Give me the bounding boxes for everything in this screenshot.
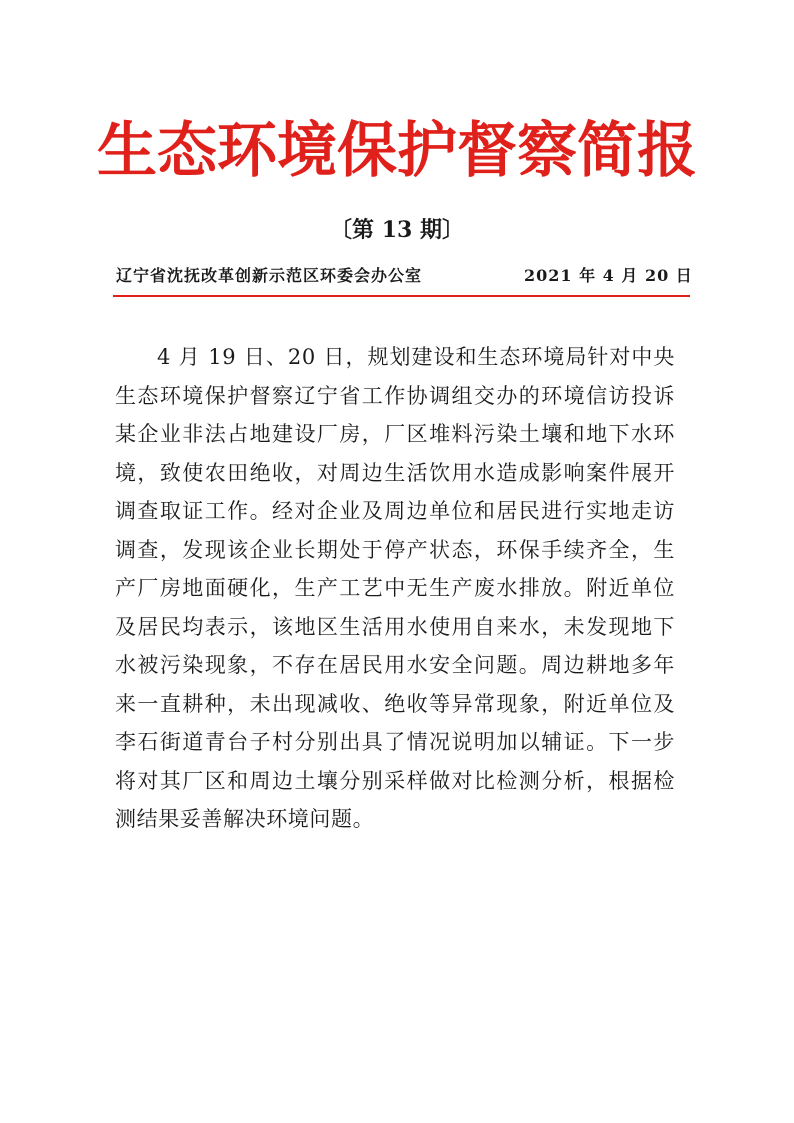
issuing-office: 辽宁省沈抚改革创新示范区环委会办公室	[116, 266, 423, 285]
body-paragraph: 4 月 19 日、20 日，规划建设和生态环境局针对中央生态环境保护督察辽宁省工作协调组交办的环境信访投诉某企业非法占地建设厂房，厂区堆料污染土壤和地下水环境，致使农田绝收，对周边生活饮用水造成影响案件展开调查取证工作。经对企业及周边单位和居民进行实地走访调查，发现该企业长期处于停产状态，环保手续齐全，生产厂房地面硬化，生产工艺中无生产废水排放。附近单位及居民均表示，该地区生活用水使用自来水，未发现地下水被污染现象，不存在居民用水安全问题。周边耕地多年来一直耕种，未出现减收、绝收等异常现象，附近单位及李石街道青台子村分别出具了情况说明加以辅证。下一步将对其厂区和周边土壤分别采样做对比检测分析，根据检测结果妥善解决环境问题。	[115, 345, 675, 831]
issue-date: 2021 年 4 月 20 日	[524, 266, 693, 285]
issue-number: 〔第 13 期〕	[330, 217, 464, 243]
header-divider	[113, 295, 690, 297]
document-title: 生态环境保护督察简报	[97, 116, 697, 186]
